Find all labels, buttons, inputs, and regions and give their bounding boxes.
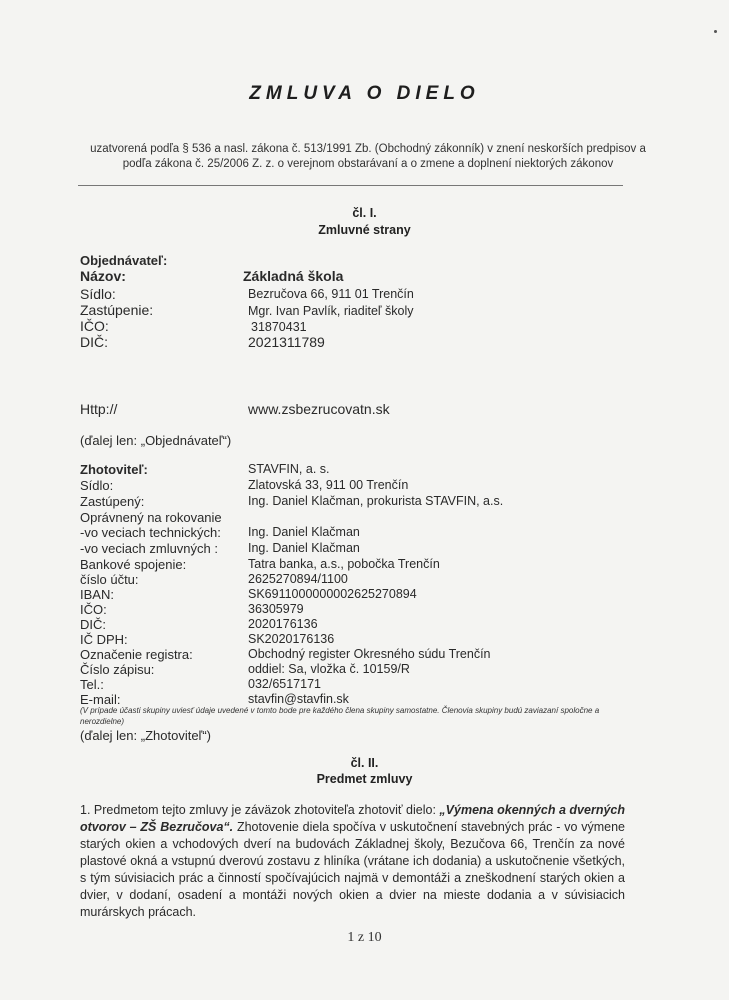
contractor-seat-label: Sídlo: xyxy=(80,478,114,493)
contractor-authorized-label: Oprávnený na rokovanie xyxy=(80,510,222,525)
intro-text: uzatvorená podľa § 536 a nasl. zákona č. 513/1991 Zb. (Obchodný zákonník) v znení neskorších predpisov a podľa zákona č. 25/2006 Z. z. o verejnom obstarávaní a o zmene a doplnení niektorých zákonov xyxy=(90,143,646,170)
contractor-value: STAVFIN, a. s. xyxy=(248,462,330,476)
orderer-ico-value: 31870431 xyxy=(251,320,307,334)
subject-paragraph xyxy=(80,802,625,921)
scan-speck xyxy=(714,30,717,33)
orderer-http-label: Http:// xyxy=(80,401,118,417)
contractor-vat-label: IČ DPH: xyxy=(80,632,128,647)
contractor-dic-value: 2020176136 xyxy=(248,617,318,631)
contractor-technical-value: Ing. Daniel Klačman xyxy=(248,525,360,539)
contractor-entry-value: oddiel: Sa, vložka č. 10159/R xyxy=(248,662,410,676)
orderer-heading: Objednávateľ: xyxy=(80,253,168,268)
contractor-dic-label: DIČ: xyxy=(80,617,106,632)
contractor-account-value: 2625270894/1100 xyxy=(248,572,348,586)
contractor-alias: (ďalej len: „Zhotoviteľ“) xyxy=(80,728,211,743)
contractor-technical-label: -vo veciach technických: xyxy=(80,525,221,540)
contractor-ico-value: 36305979 xyxy=(248,602,304,616)
contractor-entry-label: Číslo zápisu: xyxy=(80,662,155,677)
contractor-bank-value: Tatra banka, a.s., pobočka Trenčín xyxy=(248,557,440,571)
orderer-ico-label: IČO: xyxy=(80,318,109,334)
orderer-dic-label: DIČ: xyxy=(80,334,108,350)
contractor-seat-value: Zlatovská 33, 911 00 Trenčín xyxy=(248,478,409,492)
article-2-number: čl. II. xyxy=(350,756,379,770)
subject-text-start: 1. Predmetom tejto zmluvy je záväzok zhotoviteľa zhotoviť dielo: xyxy=(80,803,440,817)
contractor-ico-label: IČO: xyxy=(80,602,107,617)
orderer-seat-value: Bezručova 66, 911 01 Trenčín xyxy=(248,287,414,301)
contractor-vat-value: SK2020176136 xyxy=(248,632,335,646)
contractor-register-value: Obchodný register Okresného súdu Trenčín xyxy=(248,647,491,661)
subject-text-rest: Zhotovenie diela spočíva v uskutočnení stavebných prác - vo výmene starých okien a vchodových dverí na budovách Základnej školy, Bezučova 66, Trenčín za nové plastové okná a vstupnú dverovú zostavu z hliníka (vrátane ich dodania) a uskutočnenie všetkých, s tým súvisiacich prác a činností spočívajúcich najmä v demontáži a zneškodnení starých okien a dvier, v dodaní, osadení a montáži nových okien a dvier na mieste dodania a v súvisiacich murárskych prácach. xyxy=(80,820,625,919)
group-note: (V prípade účasti skupiny uviesť údaje uvedené v tomto bode pre každého člena skupiny samostatne. Členovia skupiny budú zaviazaní spoločne a nerozdielne) xyxy=(80,706,600,726)
article-1-number: čl. I. xyxy=(352,206,377,220)
article-2-title: Predmet zmluvy xyxy=(316,772,413,786)
contractor-email-label: E-mail: xyxy=(80,692,121,707)
orderer-rep-value: Mgr. Ivan Pavlík, riaditeľ školy xyxy=(248,304,414,318)
divider xyxy=(78,185,623,186)
document-title: ZMLUVA O DIELO xyxy=(249,83,480,104)
contractor-register-label: Označenie registra: xyxy=(80,647,193,662)
orderer-seat-label: Sídlo: xyxy=(80,286,116,302)
contractor-bank-label: Bankové spojenie: xyxy=(80,557,187,572)
contractor-rep-label: Zastúpený: xyxy=(80,494,145,509)
contractor-label: Zhotoviteľ: xyxy=(80,462,148,477)
contractor-account-label: číslo účtu: xyxy=(80,572,139,587)
contractor-iban-value: SK6911000000002625270894 xyxy=(248,587,417,601)
contractor-phone-label: Tel.: xyxy=(80,677,104,692)
orderer-dic-value: 2021311789 xyxy=(248,334,325,350)
orderer-name-label: Názov: xyxy=(80,268,126,284)
subject-work-title: „Výmena okenných a dverných otvorov – ZŠ Bezručova“. xyxy=(80,803,625,834)
orderer-rep-label: Zastúpenie: xyxy=(80,302,154,318)
contractor-rep-value: Ing. Daniel Klačman, prokurista STAVFIN, a.s. xyxy=(248,494,504,508)
contractor-iban-label: IBAN: xyxy=(80,587,114,602)
contractor-contractual-value: Ing. Daniel Klačman xyxy=(248,541,360,555)
orderer-website: www.zsbezrucovatn.sk xyxy=(248,401,390,417)
contractor-email-value: stavfin@stavfin.sk xyxy=(248,692,349,706)
contractor-contractual-label: -vo veciach zmluvných : xyxy=(80,541,218,556)
contractor-phone-value: 032/6517171 xyxy=(248,677,321,691)
page-number: 1 z 10 xyxy=(347,930,382,945)
orderer-name-value: Základná škola xyxy=(243,268,344,284)
orderer-alias: (ďalej len: „Objednávateľ“) xyxy=(80,433,232,448)
article-1-title: Zmluvné strany xyxy=(318,223,411,237)
